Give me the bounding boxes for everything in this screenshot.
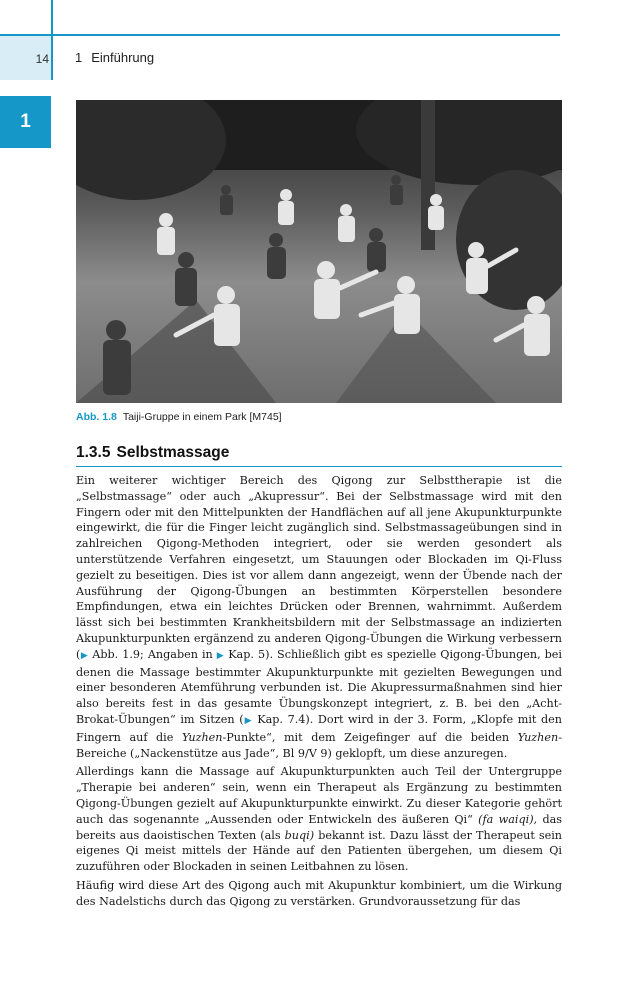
page-number: 14	[35, 52, 49, 66]
triangle-right-icon: ▶	[216, 650, 225, 661]
cross-reference: Kap. 7.4). Dort wird in der 3. Form, „Klopfe mit den Fingern auf die	[76, 712, 563, 744]
paragraph-text: -Bereiche („Nackenstütze aus Jade“, Bl 9/V 9) geklopft, um diese anzuregen.	[76, 730, 562, 760]
paragraph-1	[76, 473, 562, 761]
section-heading	[76, 444, 562, 467]
figure-caption	[76, 411, 562, 423]
italic-term: (fa waiqi),	[478, 812, 538, 826]
cross-reference: Abb. 1.9; Angaben in	[92, 647, 213, 661]
paragraph-text: Allerdings kann die Massage auf Akupunkturpunkten auch Teil der Untergruppe „Therapie bei anderen“ sein, wenn ein Therapeut als Ergänzung zu bestimmten Qigong-Übungen gezielt auf Akupunkturpunkte einwirkt. Zu dieser Kategorie gehört auch das sogenannte „Aussenden oder Entwickeln des äußeren Qi“	[76, 765, 562, 826]
figure-photo	[76, 100, 562, 403]
paragraph-text: das bereits aus daoistischen Texten (als	[76, 812, 563, 842]
italic-term: Yuzhen	[517, 730, 559, 744]
paragraph-3: Häufig wird diese Art des Qigong auch mit Akupunktur kombiniert, um die Wirkung des Nadelstichs durch das Qigong zu verstärken. Grundvoraussetzung für das	[76, 878, 562, 908]
body-text	[76, 473, 562, 913]
paragraph-text: bekannt ist. Dazu lässt der Therapeut sein eigenes Qi meist mittels der Hände auf den Patienten übergehen, um diesem Qi zuzuführen oder Blockaden in seinen Leitbahnen zu lösen.	[76, 828, 563, 874]
section-title: Selbstmassage	[116, 444, 230, 461]
paragraph-text: -Punkte“, mit dem Zeigefinger auf die beiden	[222, 730, 510, 744]
running-head-chapter-title: Einführung	[91, 50, 155, 65]
running-head	[75, 50, 154, 65]
photo-illustration	[76, 100, 562, 403]
triangle-right-icon: ▶	[243, 715, 253, 726]
section-number: 1.3.5	[76, 444, 111, 461]
italic-term: Yuzhen	[181, 730, 223, 744]
margin-rule	[51, 0, 53, 80]
paragraph-2	[76, 764, 562, 875]
italic-term: buqi)	[284, 828, 315, 842]
triangle-right-icon: ▶	[80, 650, 89, 661]
figure-caption-text: Taiji-Gruppe in einem Park [M745]	[122, 411, 282, 423]
figure-label: Abb. 1.8	[76, 411, 117, 423]
header-rule	[0, 34, 560, 36]
running-head-chapter-number: 1	[75, 50, 83, 65]
chapter-tab: 1	[0, 96, 51, 148]
cross-reference: Kap. 5). Schließlich gibt es spezielle Qigong-Übungen, bei denen die Massage bestimmter Akupunkturpunkte mit gezielten Bewegungen und einer besonderen Atemführung verbunden ist. Die Akupressurmaßnahmen sind hier also bereits fest in das gesamte Übungskonzept integriert, z. B. bei den „Acht-Brokat-Übungen“ im Sitzen (	[76, 647, 563, 726]
paragraph-text: Ein weiterer wichtiger Bereich des Qigong zur Selbsttherapie ist die „Selbstmassage“ oder auch „Akupressur“. Bei der Selbstmassage wird mit den Fingern oder mit den Mittelpunkten der Handflächen auf all jene Akupunkturpunkte eingewirkt, die für die Finger leicht zugänglich sind. Selbstmassageübungen sind in zahlreichen Qigong-Methoden integriert, oder sie werden gesondert als unterstützende Verfahren eingesetzt, um Stauungen oder Blockaden im Qi-Fluss gezielt zu beseitigen. Dies ist vor allem dann angezeigt, wenn der Übende nach der Ausführung der Qigong-Übungen an bestimmten Körperstellen besondere Empfindungen, etwa ein leichtes Drücken oder Brennen, wahrnimmt. Außerdem lässt sich bei bestimmten Krankheitsbildern mit der Selbstmassage an indizierten Akupunkturpunkten ergänzend zu anderen Qigong-Übungen die Wirkung verbessern (	[76, 474, 562, 661]
